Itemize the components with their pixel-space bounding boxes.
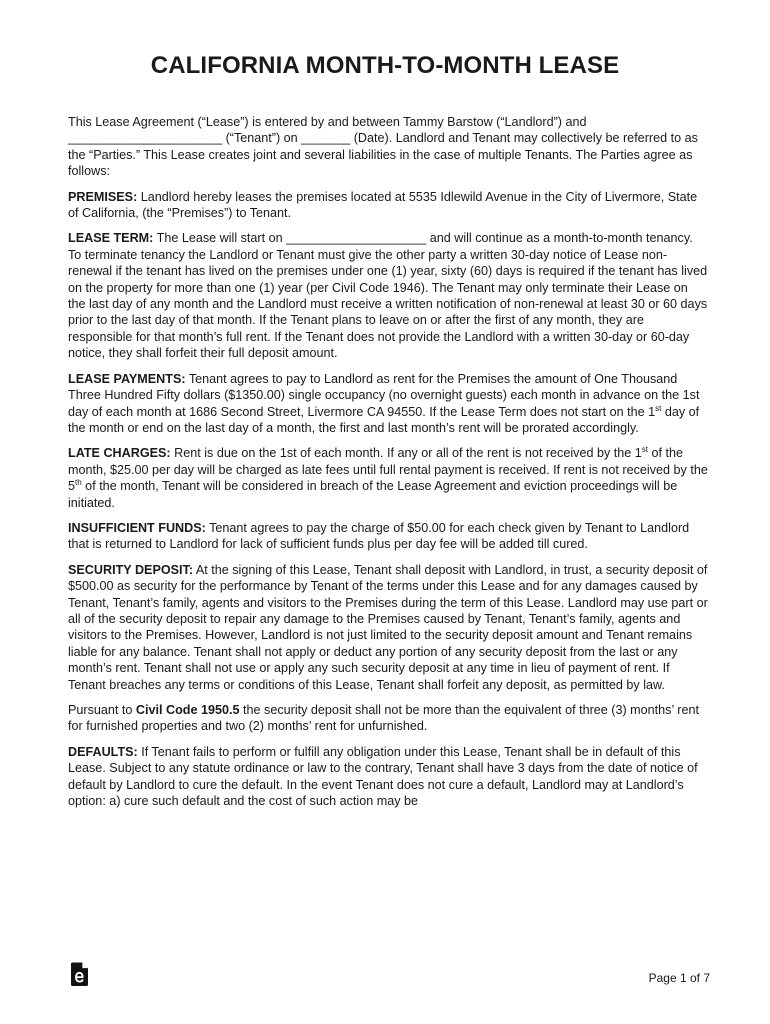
- civil-code-paragraph: [68, 702, 708, 735]
- defaults-text: If Tenant fails to perform or fulfill any obligation under this Lease, Tenant shall be in default of this Lease. Subject to any statute ordinance or law to the contrary, Tenant shall have 3 days from the date of notice of default by Landlord to cure the default. In the event Tenant does not cure a default, Landlord may at Landlord’s option: a) cure such default and the cost of such action may be: [68, 744, 698, 809]
- document-title: CALIFORNIA MONTH-TO-MONTH LEASE: [150, 52, 620, 79]
- civil-code-reference: Civil Code 1950.5: [135, 703, 240, 717]
- lease-term-section: [68, 230, 708, 361]
- late-charges-text-2: of the month, $25.00 per day will be charged as late fees until full rental payment is received. If rent is not received by the 5: [68, 446, 708, 494]
- lease-payments-text-2: day of the month or end on the last day of a month, the first and last month’s rent will be prorated accordingly.: [68, 404, 700, 435]
- lease-payments-heading: LEASE PAYMENTS:: [68, 371, 186, 386]
- late-charges-text-1: Rent is due on the 1st of each month. If any or all of the rent is not received by the 1: [170, 446, 642, 461]
- security-deposit-section: [68, 562, 708, 693]
- lease-payments-section: [68, 371, 708, 437]
- lease-term-text: The Lease will start on ____________________ and will continue as a month-to-month tenancy. To terminate tenancy the Landlord or Tenant must give the other party a written 30-day notice of Lease non-renewal if the tenant has lived on the premises under one (1) year, sixty (60) days is required if the tenant has lived on the property for more than one (1) year (per Civil Code 1946). The Tenant may only terminate their Lease on the last day of any month and the Landlord must receive a written notification of non-renewal at least 30 or 60 days prior to the last day of that month. If the Tenant plans to leave on or after the first of any month, they are responsible for that month’s full rent. If the Tenant does not provide the Landlord with a written 30-day or 60-day notice, they shall forfeit their full deposit amount.: [68, 231, 708, 361]
- document-body: [68, 114, 708, 818]
- defaults-heading: DEFAULTS:: [68, 744, 138, 759]
- page-number: Page 1 of 7: [648, 971, 710, 985]
- premises-section: [68, 189, 708, 222]
- insufficient-funds-text: Tenant agrees to pay the charge of $50.00 for each check given by Tenant to Landlord that is returned to Landlord for lack of sufficient funds plus per day fee will be added till cured.: [68, 520, 690, 552]
- insufficient-funds-heading: INSUFFICIENT FUNDS:: [68, 520, 206, 535]
- defaults-section: [68, 744, 708, 810]
- security-deposit-text: At the signing of this Lease, Tenant shall deposit with Landlord, in trust, a security deposit of $500.00 as security for the performance by Tenant of the terms under this Lease and for any damages caused by Tenant, Tenant’s family, agents and visitors to the Premises during the term of this Lease. Landlord may use part or all of the security deposit to repair any damage to the Premises caused by Tenant, Tenant’s family, agents and visitors to the Premises. However, Landlord is not just limited to the security deposit amount and Tenant remains liable for any balance. Tenant shall not apply or deduct any portion of any security deposit from the last or any month’s rent. Tenant shall not use or apply any such security deposit at any time in lieu of payment of rent. If Tenant breaches any terms or conditions of this Lease, Tenant shall forfeit any deposit, as permitted by law.: [68, 562, 708, 692]
- lease-term-heading: LEASE TERM:: [68, 231, 154, 246]
- insufficient-funds-section: [68, 520, 708, 553]
- late-charges-section: [68, 445, 708, 511]
- intro-paragraph: [68, 114, 708, 180]
- security-deposit-heading: SECURITY DEPOSIT:: [68, 562, 194, 577]
- intro-text: ______________________ (“Tenant”) on _______ (Date). Landlord and Tenant may collectively be referred to as the “Parties.” This Lease creates joint and several liabilities in the case of multiple Tenants. The Parties agree as follows:: [68, 131, 698, 179]
- ordinal-suffix: th: [75, 478, 82, 488]
- ordinal-suffix: st: [641, 445, 648, 455]
- civil-code-text-1: Pursuant to: [68, 703, 136, 717]
- late-charges-heading: LATE CHARGES:: [68, 446, 171, 461]
- lease-payments-text-1: Tenant agrees to pay to Landlord as rent for the Premises the amount of One Thousand Three Hundred Fifty dollars ($1350.00) single occupancy (no overnight guests) each month in advance on the 1st day of each month at 1686 Second Street, Livermore CA 94550. If the Lease Term does not start on the 1: [68, 371, 700, 419]
- premises-text: Landlord hereby leases the premises located at 5535 Idlewild Avenue in the City of Livermore, State of California, (the “Premises”) to Tenant.: [68, 189, 698, 221]
- eforms-logo-icon: [70, 962, 89, 987]
- intro-line-1: This Lease Agreement (“Lease”) is entered by and between Tammy Barstow (“Landlord”) and: [68, 115, 587, 129]
- late-charges-text-3: of the month, Tenant will be considered in breach of the Lease Agreement and eviction proceedings will be initiated.: [68, 479, 678, 510]
- premises-heading: PREMISES:: [68, 189, 138, 204]
- civil-code-text-2: the security deposit shall not be more than the equivalent of three (3) months’ rent for furnished properties and two (2) months’ rent for unfurnished.: [68, 703, 699, 734]
- ordinal-suffix: st: [655, 403, 662, 413]
